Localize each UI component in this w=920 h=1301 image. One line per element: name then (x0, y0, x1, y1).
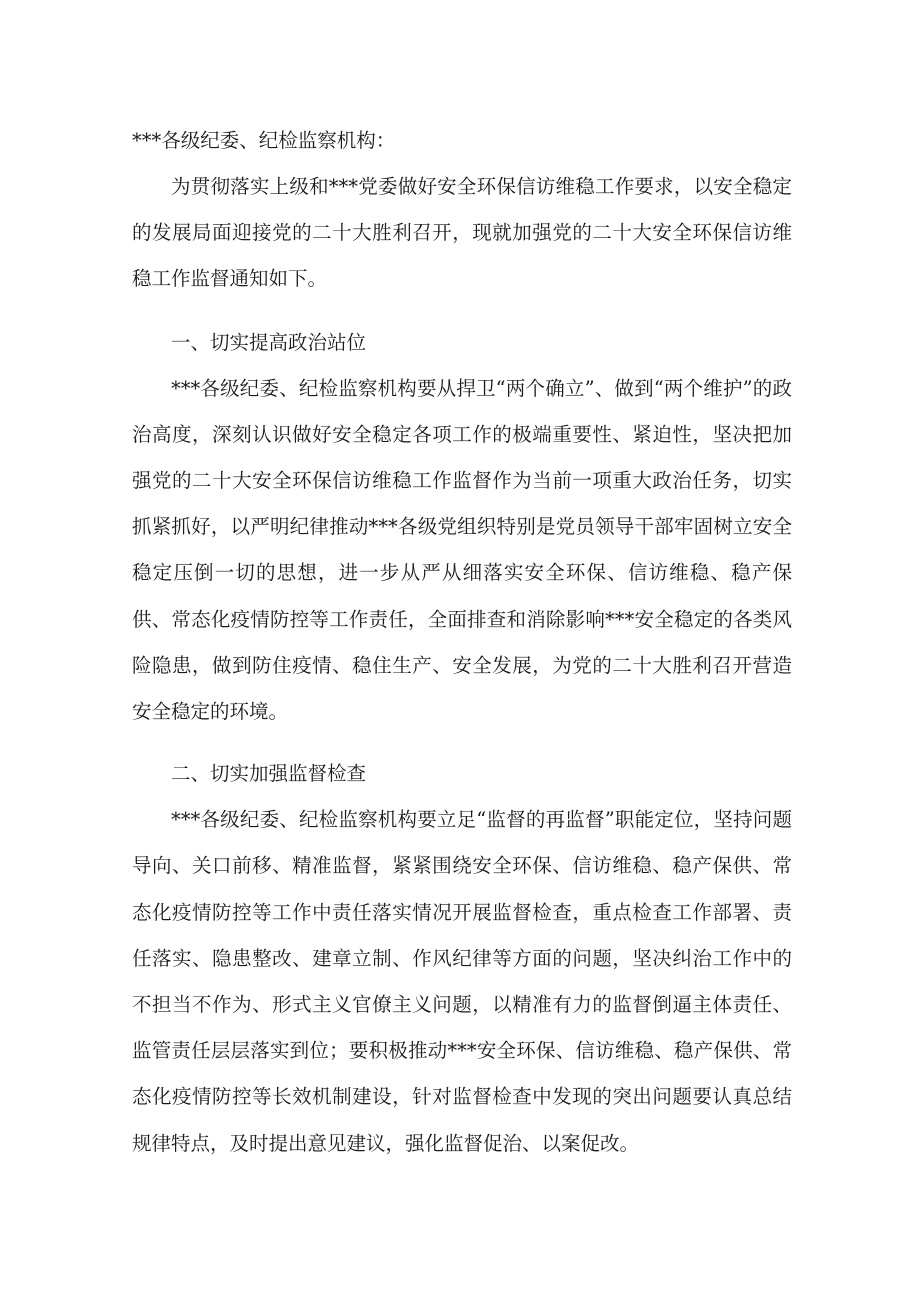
section-2-body: ***各级纪委、纪检监察机构要立足“监督的再监督”职能定位，坚持问题导向、关口前移、精准监督，紧紧围绕安全环保、信访维稳、稳产保供、常态化疫情防控等工作中责任落实情况开展监督检查，重点检查工作部署、责任落实、隐患整改、建章立制、作风纪律等方面的问题，坚决纠治工作中的不担当不作为、形式主义官僚主义问题，以精准有力的监督倒逼主体责任、监管责任层层落实到位；要积极推动***安全环保、信访维稳、稳产保供、常态化疫情防控等长效机制建设，针对监督检查中发现的突出问题要认真总结规律特点，及时提出意见建议，强化监督促治、以案促改。 (132, 808, 792, 1155)
document-page (132, 118, 792, 1167)
section-2-heading: 二、切实加强监督检查 (171, 762, 367, 786)
section-1-heading: 一、切实提高政治站位 (171, 330, 367, 354)
section-1-body: ***各级纪委、纪检监察机构要从捍卫“两个确立”、做到“两个维护”的政治高度，深刻认识做好安全稳定各项工作的极端重要性、紧迫性，坚决把加强党的二十大安全环保信访维稳工作监督作为当前一项重大政治任务，切实抓紧抓好，以严明纪律推动***各级党组织特别是党员领导干部牢固树立安全稳定压倒一切的思想，进一步从严从细落实安全环保、信访维稳、稳产保供、常态化疫情防控等工作责任，全面排查和消除影响***安全稳定的各类风险隐患，做到防住疫情、稳住生产、安全发展，为党的二十大胜利召开营造安全稳定的环境。 (132, 376, 792, 724)
salutation: ***各级纪委、纪检监察机构： (132, 129, 396, 152)
intro-paragraph: 为贯彻落实上级和***党委做好安全环保信访维稳工作要求，以安全稳定的发展局面迎接党的二十大胜利召开，现就加强党的二十大安全环保信访维稳工作监督通知如下。 (132, 175, 792, 291)
